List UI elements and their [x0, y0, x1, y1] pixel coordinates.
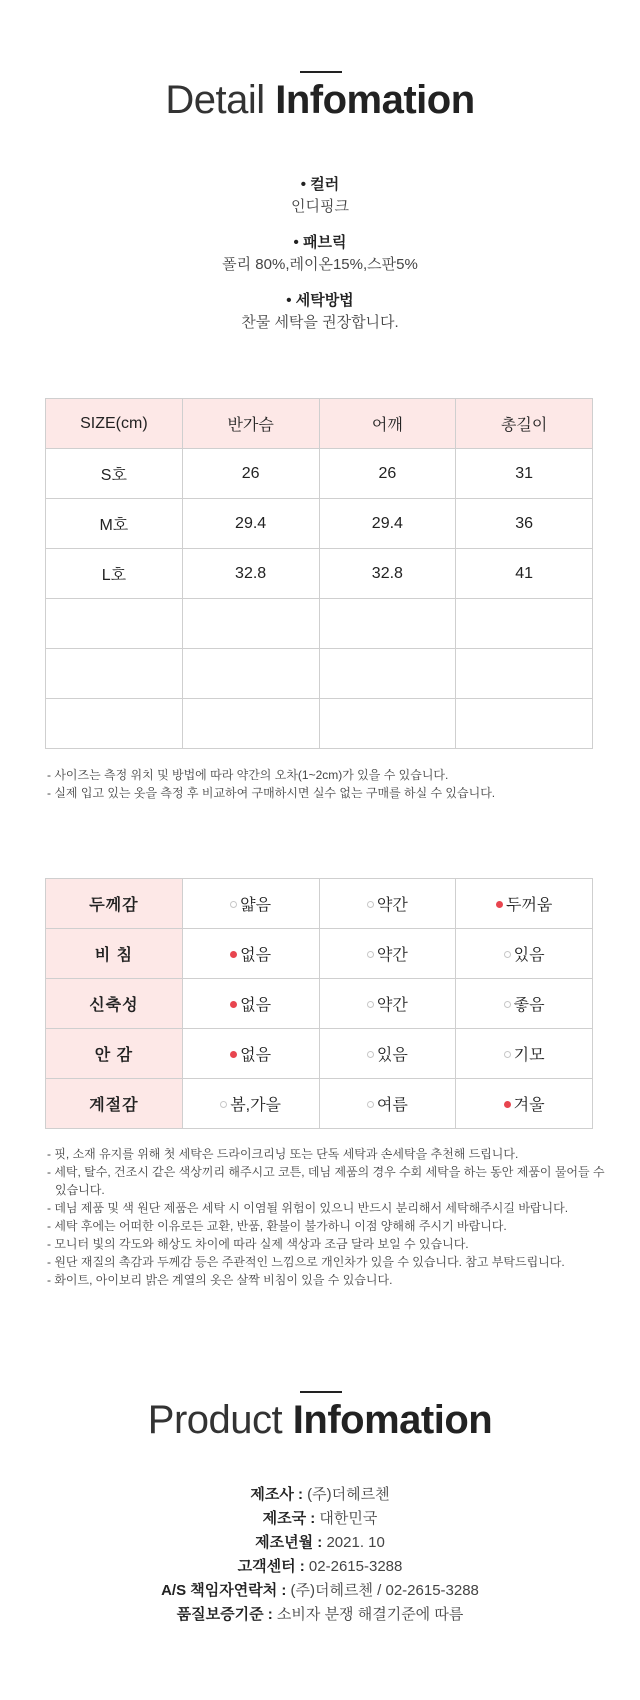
product-info-list	[0, 1483, 640, 1627]
size-cell	[456, 649, 593, 699]
size-cell: 29.4	[319, 499, 456, 549]
product-info-row	[0, 1555, 640, 1579]
product-info-row	[0, 1531, 640, 1555]
property-option-text: 기모	[513, 1047, 545, 1064]
size-cell: M호	[46, 499, 183, 549]
product-info-value: 대한민국	[315, 1510, 378, 1527]
detail-title	[0, 78, 640, 123]
care-note: - 원단 재질의 촉감과 두께감 등은 주관적인 느낌으로 개인차가 있을 수 있습니다. 참고 부탁드립니다.	[47, 1255, 565, 1269]
detail-title-divider	[300, 71, 342, 73]
product-info-value: (주)더헤르첸	[303, 1486, 390, 1503]
care-notes	[47, 1145, 607, 1289]
property-label: 신축성	[46, 979, 183, 1029]
property-option	[319, 1029, 456, 1079]
size-cell: 32.8	[182, 549, 319, 599]
care-note: - 모니터 빛의 각도와 해상도 차이에 따라 실제 색상과 조금 달라 보일 수 있습니다.	[47, 1237, 469, 1251]
size-table	[45, 398, 593, 749]
size-table-row-empty	[46, 699, 593, 749]
size-note: - 실제 입고 있는 옷을 측정 후 비교하여 구매하시면 실수 없는 구매를 하실 수 있습니다.	[47, 786, 496, 800]
size-cell	[182, 649, 319, 699]
info-label: • 패브릭	[293, 234, 347, 251]
property-label: 안 감	[46, 1029, 183, 1079]
size-header-cell: 총길이	[456, 399, 593, 449]
size-cell: S호	[46, 449, 183, 499]
product-info-key: 고객센터 :	[237, 1558, 305, 1575]
property-option	[319, 1079, 456, 1129]
property-option-text: 약간	[376, 947, 408, 964]
info-value: 폴리 80%,레이온15%,스판5%	[222, 256, 418, 273]
unselected-dot-icon	[230, 901, 237, 908]
property-option	[182, 929, 319, 979]
product-info-key: A/S 책임자연락처 :	[161, 1582, 287, 1599]
product-info-key: 제조년월 :	[255, 1534, 323, 1551]
property-option	[456, 1079, 593, 1129]
product-info-row	[0, 1507, 640, 1531]
size-cell: 29.4	[182, 499, 319, 549]
product-title-bold: Infomation	[292, 1398, 493, 1442]
property-option	[319, 979, 456, 1029]
property-option	[319, 929, 456, 979]
size-cell	[319, 699, 456, 749]
detail-title-bold: Infomation	[275, 78, 475, 122]
unselected-dot-icon	[504, 1001, 511, 1008]
care-note: - 데님 제품 및 색 원단 제품은 세탁 시 이염될 위험이 있으니 반드시 분리해서 세탁해주시길 바랍니다.	[47, 1201, 569, 1215]
care-note: - 핏, 소재 유지를 위해 첫 세탁은 드라이크리닝 또는 단독 세탁과 손세탁을 추천해 드립니다.	[47, 1147, 519, 1161]
size-header-cell: SIZE(cm)	[46, 399, 183, 449]
property-option	[456, 929, 593, 979]
size-cell: L호	[46, 549, 183, 599]
size-cell	[46, 649, 183, 699]
size-table-row	[46, 549, 593, 599]
property-option-text: 없음	[240, 997, 272, 1014]
size-cell: 36	[456, 499, 593, 549]
size-cell: 32.8	[319, 549, 456, 599]
product-info-row	[0, 1603, 640, 1627]
selected-dot-icon	[230, 1001, 237, 1008]
property-option	[456, 1029, 593, 1079]
unselected-dot-icon	[367, 1101, 374, 1108]
info-value: 찬물 세탁을 권장합니다.	[241, 314, 399, 331]
property-option	[182, 979, 319, 1029]
size-header-cell: 어깨	[319, 399, 456, 449]
property-row	[46, 879, 593, 929]
care-note: - 세탁, 탈수, 건조시 같은 색상끼리 해주시고 코튼, 데님 제품의 경우 수회 세탁을 하는 동안 제품이 물어들 수 있습니다.	[47, 1165, 605, 1197]
property-option-text: 약간	[376, 897, 408, 914]
care-note: - 화이트, 아이보리 밝은 계열의 옷은 살짝 비침이 있을 수 있습니다.	[47, 1273, 393, 1287]
selected-dot-icon	[230, 951, 237, 958]
property-label: 비 침	[46, 929, 183, 979]
unselected-dot-icon	[367, 1001, 374, 1008]
info-item-fabric	[0, 232, 640, 276]
size-cell	[456, 699, 593, 749]
product-title	[0, 1398, 640, 1443]
property-option	[456, 979, 593, 1029]
size-cell	[319, 599, 456, 649]
unselected-dot-icon	[220, 1101, 227, 1108]
property-option-text: 봄,가을	[230, 1097, 282, 1114]
unselected-dot-icon	[367, 901, 374, 908]
size-cell: 26	[182, 449, 319, 499]
property-option-text: 여름	[376, 1097, 408, 1114]
property-label: 계절감	[46, 1079, 183, 1129]
product-title-divider	[300, 1391, 342, 1393]
size-table-header	[46, 399, 593, 449]
selected-dot-icon	[496, 901, 503, 908]
product-info-value: 소비자 분쟁 해결기준에 따름	[272, 1606, 464, 1623]
unselected-dot-icon	[504, 951, 511, 958]
product-info-value: 2021. 10	[322, 1534, 385, 1551]
property-option-text: 없음	[240, 947, 272, 964]
size-cell	[46, 699, 183, 749]
selected-dot-icon	[504, 1101, 511, 1108]
size-note: - 사이즈는 측정 위치 및 방법에 따라 약간의 오차(1~2cm)가 있을 수 있습니다.	[47, 768, 449, 782]
product-info-value: (주)더헤르첸 / 02-2615-3288	[286, 1582, 479, 1599]
product-title-light: Product	[147, 1398, 283, 1442]
size-cell	[456, 599, 593, 649]
product-info-key: 제조사 :	[250, 1486, 304, 1503]
property-table	[45, 878, 593, 1129]
detail-title-light: Detail	[165, 78, 265, 122]
property-option-text: 없음	[240, 1047, 272, 1064]
property-option	[456, 879, 593, 929]
size-cell	[182, 599, 319, 649]
size-table-row-empty	[46, 599, 593, 649]
property-row	[46, 1079, 593, 1129]
property-option-text: 있음	[513, 947, 545, 964]
product-info-row	[0, 1579, 640, 1603]
property-option-text: 두꺼움	[505, 897, 553, 914]
care-note: - 세탁 후에는 어떠한 이유로든 교환, 반품, 환불이 불가하니 이점 양해해 주시기 바랍니다.	[47, 1219, 507, 1233]
unselected-dot-icon	[504, 1051, 511, 1058]
property-row	[46, 1029, 593, 1079]
size-cell: 31	[456, 449, 593, 499]
size-table-row	[46, 499, 593, 549]
property-label: 두께감	[46, 879, 183, 929]
size-table-row	[46, 449, 593, 499]
size-cell	[182, 699, 319, 749]
unselected-dot-icon	[367, 1051, 374, 1058]
property-row	[46, 929, 593, 979]
product-info-key: 품질보증기준 :	[176, 1606, 273, 1623]
info-value: 인디핑크	[291, 198, 349, 215]
property-option	[182, 1029, 319, 1079]
product-info-row	[0, 1483, 640, 1507]
info-label: • 컬러	[300, 176, 340, 193]
property-option-text: 겨울	[513, 1097, 545, 1114]
size-cell	[319, 649, 456, 699]
size-notes	[47, 766, 607, 802]
property-option	[319, 879, 456, 929]
detail-info-list	[0, 174, 640, 348]
size-cell: 26	[319, 449, 456, 499]
size-cell	[46, 599, 183, 649]
product-info-value: 02-2615-3288	[304, 1558, 403, 1575]
info-item-color	[0, 174, 640, 218]
size-cell: 41	[456, 549, 593, 599]
property-row	[46, 979, 593, 1029]
product-info-key: 제조국 :	[262, 1510, 316, 1527]
info-item-washing	[0, 290, 640, 334]
property-option	[182, 1079, 319, 1129]
property-option-text: 약간	[376, 997, 408, 1014]
size-table-row-empty	[46, 649, 593, 699]
selected-dot-icon	[230, 1051, 237, 1058]
property-option-text: 있음	[376, 1047, 408, 1064]
property-option	[182, 879, 319, 929]
property-option-text: 얇음	[240, 897, 272, 914]
unselected-dot-icon	[367, 951, 374, 958]
info-label: • 세탁방법	[286, 292, 354, 309]
property-option-text: 좋음	[513, 997, 545, 1014]
size-header-cell: 반가슴	[182, 399, 319, 449]
